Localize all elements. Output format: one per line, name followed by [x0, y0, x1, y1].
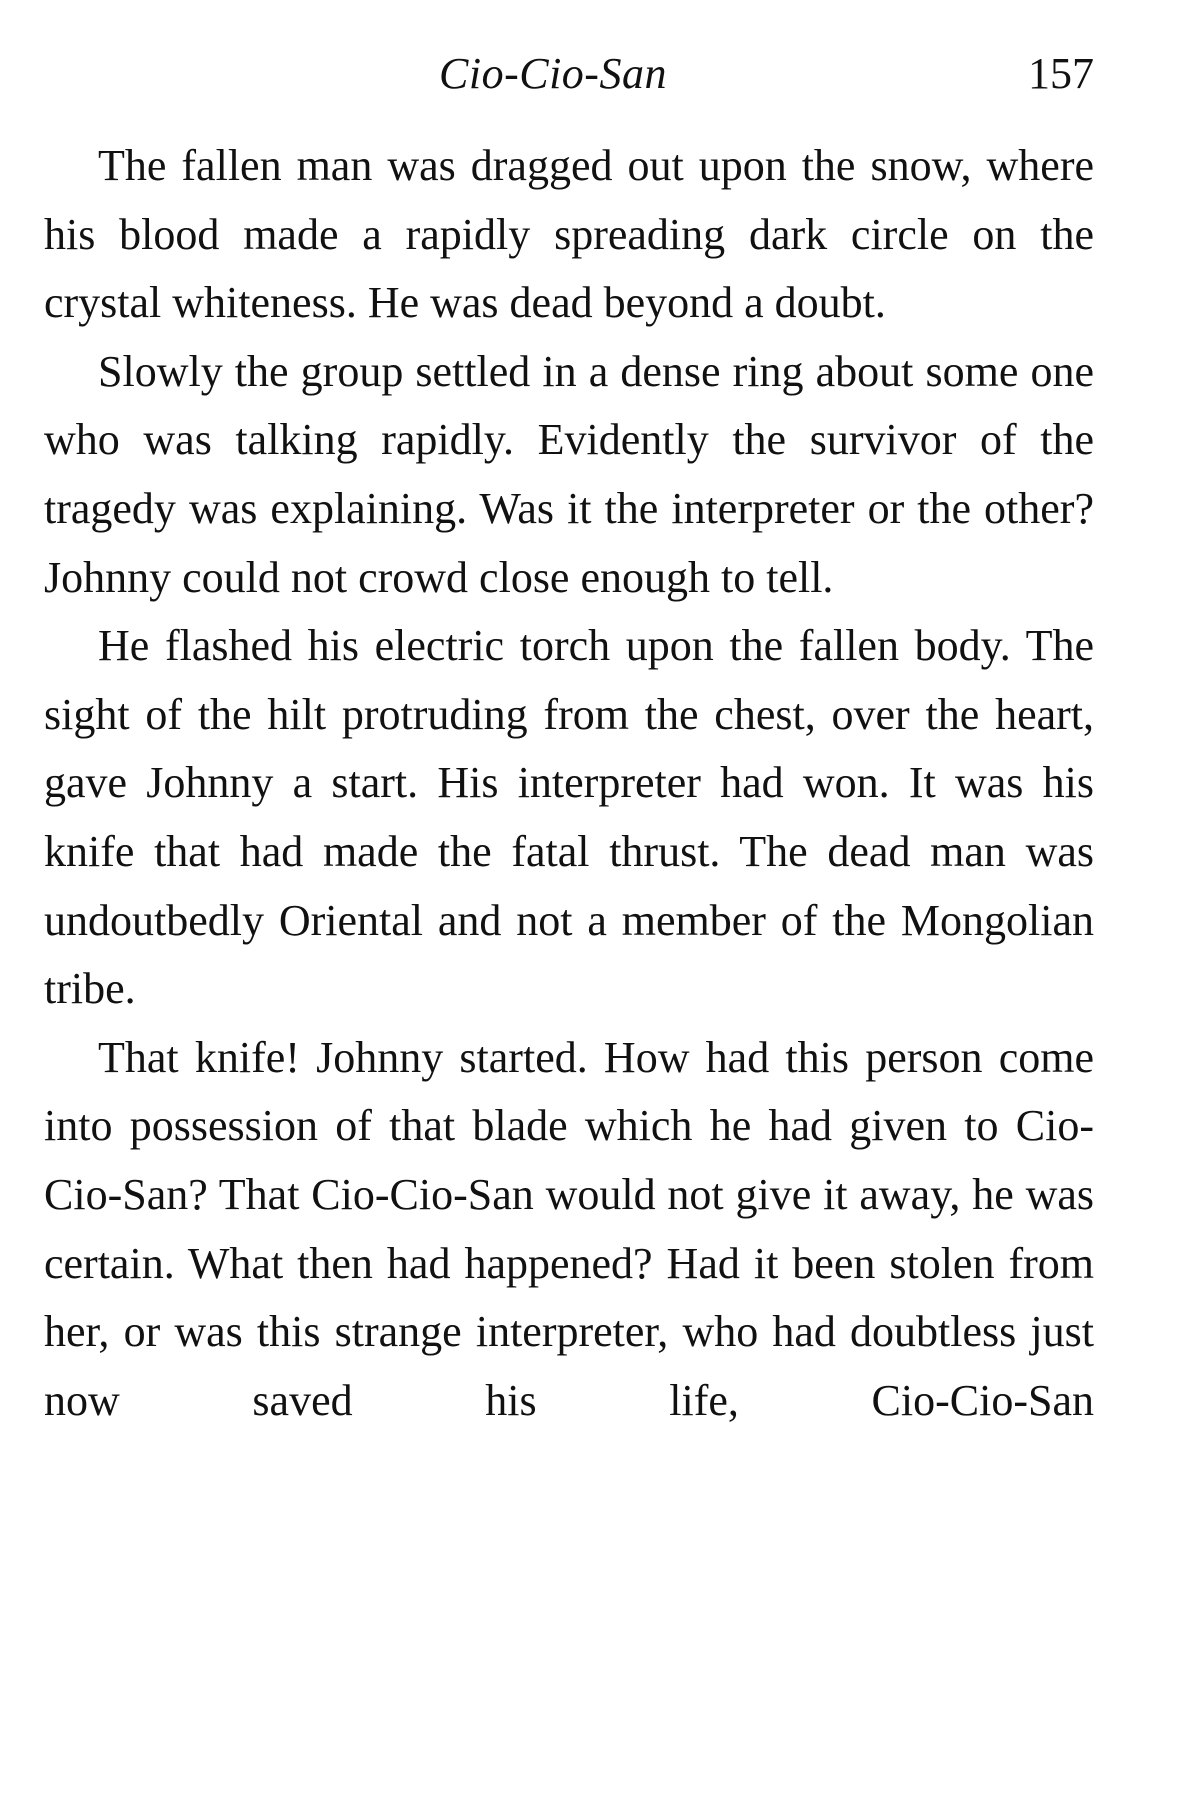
paragraph: He flashed his electric torch upon the fallen body. The sight of the hilt protruding from the chest, over the heart, gave Johnny a start. His interpreter had won. It was his knife that had made the fatal thrust. The dead man was undoutbedly Oriental and not a member of the Mongolian tribe. — [44, 621, 1094, 1014]
running-title: Cio-Cio-San — [439, 49, 667, 98]
page-number: 157 — [1028, 49, 1094, 98]
paragraph: The fallen man was dragged out upon the snow, where his blood made a rapidly spreading dark circle on the crystal whiteness. He was dead beyond a doubt. — [44, 141, 1094, 328]
running-head — [44, 40, 1094, 110]
paragraph: Slowly the group settled in a dense ring about some one who was talking rapidly. Evidently the survivor of the tragedy was explaining. Was it the interpreter or the other? Johnny could not crowd close enough to tell. — [44, 346, 1094, 602]
paragraph: That knife! Johnny started. How had this person come into possession of that blade which he had given to Cio-Cio-San? That Cio-Cio-San would not give it away, he was certain. What then had happened? Had it been stolen from her, or was this strange interpreter, who had doubtless just now saved his life, Cio-Cio-San — [44, 1032, 1094, 1425]
body-text — [44, 132, 1094, 1435]
